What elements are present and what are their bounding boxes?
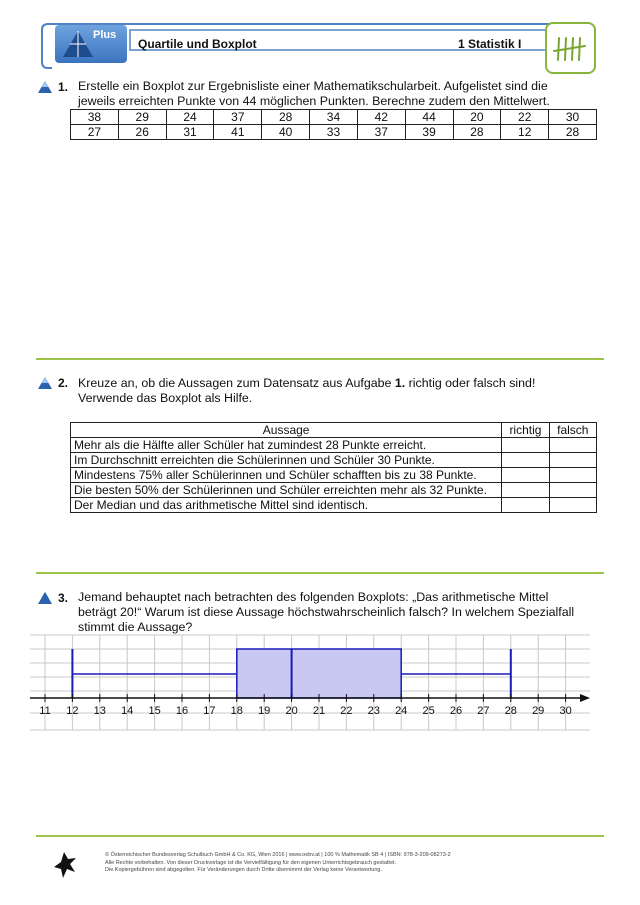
statement-row: [71, 483, 597, 498]
table-row: [71, 125, 597, 140]
table-cell: 29: [118, 110, 166, 125]
table-row: [71, 110, 597, 125]
x-tick-label: 24: [395, 705, 408, 717]
task-text: Erstelle ein Boxplot zur Ergebnisliste einer Mathematikschularbeit. Aufgelistet sind die jeweils erreichten Punkte von 44 möglichen Punkten. Berechne zudem den Mittelwert.: [78, 79, 550, 108]
x-tick-label: 27: [477, 705, 490, 717]
x-tick-label: 29: [532, 705, 545, 717]
statement-text: Im Durchschnitt erreichten die Schülerinnen und Schüler 30 Punkte.: [71, 453, 502, 468]
x-tick-label: 13: [93, 705, 106, 717]
statement-row: [71, 468, 597, 483]
col-header-false: falsch: [549, 423, 596, 438]
table-cell: 39: [405, 125, 453, 140]
x-tick-label: 23: [367, 705, 380, 717]
page-title: Quartile und Boxplot: [138, 37, 257, 51]
table-cell: 28: [262, 110, 310, 125]
table-cell: 27: [71, 125, 119, 140]
task-reference: 1.: [394, 376, 406, 390]
answer-cell-false[interactable]: [549, 483, 596, 498]
table-cell: 40: [262, 125, 310, 140]
table-cell: 20: [453, 110, 501, 125]
statement-text: Mehr als die Hälfte aller Schüler hat zumindest 28 Punkte erreicht.: [71, 438, 502, 453]
answer-cell-true[interactable]: [502, 438, 549, 453]
statement-row: [71, 438, 597, 453]
table-cell: 42: [357, 110, 405, 125]
statement-row: [71, 498, 597, 513]
copyright-notice: [105, 852, 451, 875]
table-cell: 28: [549, 125, 597, 140]
table-cell: 37: [214, 110, 262, 125]
table-cell: 12: [501, 125, 549, 140]
task-text: [78, 376, 598, 406]
x-tick-label: 19: [258, 705, 271, 717]
x-tick-label: 18: [230, 705, 243, 717]
x-tick-label: 12: [66, 705, 79, 717]
copyright-line: Die Kopiergebühren sind abgegolten. Für Veränderungen durch Dritte übernimmt der Verlag keine Verantwortung.: [105, 867, 383, 873]
answer-cell-true[interactable]: [502, 468, 549, 483]
boxplot-box: [237, 649, 401, 698]
task-number: 1.: [58, 80, 69, 94]
task-text: Jemand behauptet nach betrachten des folgenden Boxplots: „Das arithmetische Mittel beträgt 20!“ Warum ist diese Aussage höchstwahrscheinlich falsch? In welchem Spezialfall stimmt die Aussage?: [78, 590, 575, 634]
answer-cell-false[interactable]: [549, 438, 596, 453]
table-cell: 31: [166, 125, 214, 140]
chapter-label: 1 Statistik I: [458, 37, 522, 51]
x-tick-label: 20: [285, 705, 298, 717]
task-text-part: Kreuze an, ob die Aussagen zum Datensatz aus Aufgabe: [78, 376, 395, 390]
table-cell: 44: [405, 110, 453, 125]
table-cell: 30: [549, 110, 597, 125]
tally-badge: [545, 22, 596, 74]
answer-cell-false[interactable]: [549, 453, 596, 468]
table-cell: 34: [310, 110, 358, 125]
x-tick-label: 16: [175, 705, 189, 717]
answer-cell-false[interactable]: [549, 468, 596, 483]
col-header-true: richtig: [502, 423, 549, 438]
pyramid-logo-icon: [61, 29, 95, 59]
table-cell: 37: [357, 125, 405, 140]
table-cell: 22: [501, 110, 549, 125]
table-cell: 38: [71, 110, 119, 125]
difficulty-pyramid-icon: [38, 592, 52, 604]
section-divider: [36, 572, 604, 574]
task-text-line: Verwende das Boxplot als Hilfe.: [78, 391, 253, 405]
x-axis-arrow: [580, 694, 590, 702]
table-cell: 33: [310, 125, 358, 140]
footer-divider: [36, 835, 604, 837]
x-tick-label: 25: [422, 705, 435, 717]
statements-table: [70, 422, 597, 513]
plus-logo: [55, 25, 127, 63]
statement-text: Die besten 50% der Schülerinnen und Schüler erreichten mehr als 32 Punkte.: [71, 483, 502, 498]
x-tick-label: 28: [504, 705, 517, 717]
x-tick-label: 22: [340, 705, 353, 717]
table-cell: 28: [453, 125, 501, 140]
boxplot-chart: [30, 630, 595, 735]
x-tick-label: 17: [203, 705, 216, 717]
table-cell: 41: [214, 125, 262, 140]
tally-marks-icon: [547, 24, 594, 72]
copyright-line: © Österreichischer Bundesverlag Schulbuch GmbH & Co. KG, Wien 2016 | www.oebv.at | 100 % Mathematik SB 4 | ISBN: 978-3-209-08273-2: [105, 852, 451, 858]
answer-cell-true[interactable]: [502, 483, 549, 498]
logo-text: Plus: [93, 29, 117, 41]
difficulty-pyramid-icon: [38, 81, 52, 93]
task-number: 2.: [58, 376, 69, 390]
section-divider: [36, 358, 604, 360]
copyright-line: Alle Rechte vorbehalten. Von dieser Druckvorlage ist die Vervielfältigung für den eigenen Unterrichtsgebrauch gestattet.: [105, 859, 397, 866]
task-number: 3.: [58, 591, 69, 605]
x-tick-label: 21: [312, 705, 326, 717]
task-text-part: richtig oder falsch sind!: [405, 376, 536, 390]
x-tick-label: 15: [148, 705, 161, 717]
answer-cell-true[interactable]: [502, 498, 549, 513]
col-header-statement: Aussage: [71, 423, 502, 438]
statement-text: Mindestens 75% aller Schülerinnen und Schüler schafften bis zu 38 Punkte.: [71, 468, 502, 483]
publisher-logo-icon: [52, 850, 78, 880]
x-tick-label: 26: [449, 705, 463, 717]
statement-text: Der Median und das arithmetische Mittel sind identisch.: [71, 498, 502, 513]
answer-cell-false[interactable]: [549, 498, 596, 513]
x-tick-label: 30: [559, 705, 572, 717]
points-table: [70, 109, 597, 140]
statement-row: [71, 453, 597, 468]
table-cell: 26: [118, 125, 166, 140]
x-tick-label: 11: [39, 705, 51, 717]
table-cell: 24: [166, 110, 214, 125]
x-tick-label: 14: [121, 705, 134, 717]
answer-cell-true[interactable]: [502, 453, 549, 468]
difficulty-pyramid-icon: [38, 377, 52, 389]
